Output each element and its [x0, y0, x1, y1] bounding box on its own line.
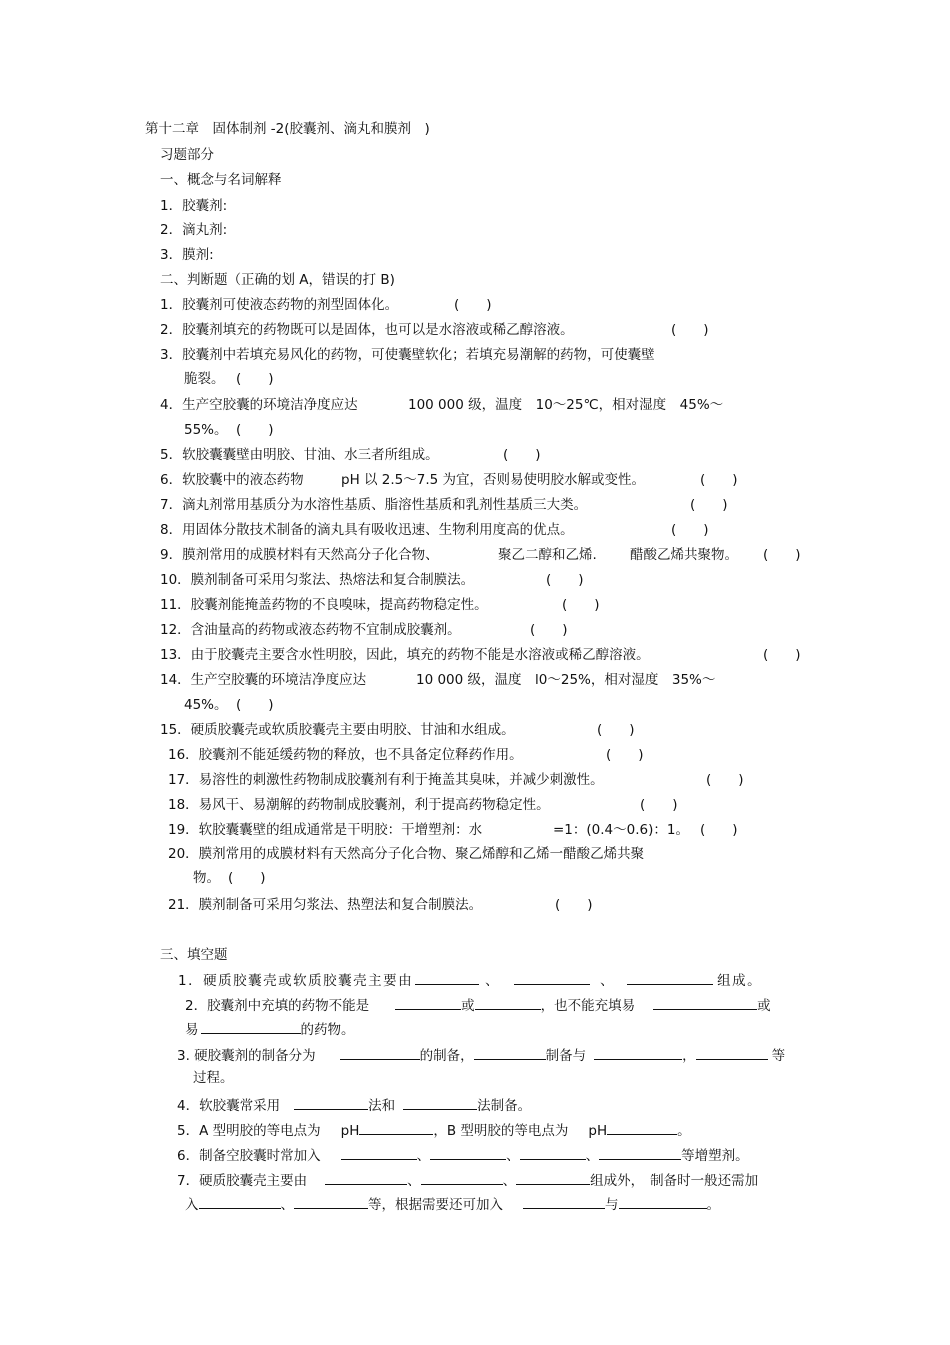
fill-q7-and: 与: [605, 1197, 619, 1213]
fill-q1-blank-3[interactable]: [627, 970, 713, 985]
tf-q15: 15．硬质胶囊壳或软质胶囊壳主要由明胶、甘油和水组成。: [160, 722, 515, 738]
fill-q6-text: 6．制备空胶囊时常加入: [177, 1148, 321, 1164]
fill-q4-blank-2[interactable]: [403, 1095, 477, 1110]
fill-q2-blank-3[interactable]: [653, 995, 757, 1010]
fill-q1-blank-2[interactable]: [514, 970, 590, 985]
fill-q2-end: 的药物。: [300, 1022, 355, 1038]
fill-q3-blank-4[interactable]: [696, 1045, 768, 1060]
tf-q12-paren: ( ): [530, 622, 568, 638]
tf-q21-paren: ( ): [555, 897, 593, 913]
fill-q6-blank-3[interactable]: [520, 1145, 586, 1160]
fill-q5-text2: ，B 型明胶的等电点为: [433, 1123, 569, 1139]
tf-q19-part1: 19．软胶囊囊壁的组成通常是干明胶：干增塑剂：水: [168, 822, 483, 838]
tf-q17: 17．易溶性的刺激性药物制成胶囊剂有利于掩盖其臭味，并减少刺激性。: [168, 772, 604, 788]
tf-q11-paren: ( ): [562, 597, 600, 613]
fill-q5: [177, 1120, 691, 1140]
fill-q3-blank-1[interactable]: [340, 1045, 420, 1060]
fill-q7-blank-1[interactable]: [325, 1170, 407, 1185]
tf-q16: 16．胶囊剂不能延缓药物的释放，也不具备定位释药作用。: [168, 747, 523, 763]
fill-q3-line2: 过程。: [193, 1070, 234, 1086]
fill-q4-blank-1[interactable]: [294, 1095, 368, 1110]
tf-q14-line2: 45%。: [184, 697, 228, 713]
tf-q14-paren: ( ): [236, 697, 274, 713]
tf-q13: 13．由于胶囊壳主要含水性明胶，因此，填充的药物不能是水溶液或稀乙醇溶液。: [160, 647, 650, 663]
tf-q19-paren: ( ): [700, 822, 738, 838]
fill-q7-sep2: 、: [502, 1173, 517, 1189]
fill-q2-blank-4[interactable]: [201, 1019, 301, 1034]
fill-q7-text2: 组成外，: [590, 1173, 645, 1189]
fill-q3-text2: 的制备，: [419, 1048, 474, 1064]
fill-q4-end: 法制备。: [477, 1098, 532, 1114]
fill-q7-blank-7[interactable]: [619, 1194, 707, 1209]
s1-heading: 一、概念与名词解释: [160, 172, 282, 188]
section-exercises: 习题部分: [160, 147, 214, 163]
tf-q9-part1: 9．膜剂常用的成膜材料有天然高分子化合物、: [160, 547, 439, 563]
fill-q6-blank-4[interactable]: [599, 1145, 681, 1160]
fill-q5-text: 5．A 型明胶的等电点为: [177, 1123, 321, 1139]
tf-q6-paren: ( ): [700, 472, 738, 488]
tf-q14-part1: 14．生产空胶囊的环境洁净度应达: [160, 672, 367, 688]
fill-q6-sep2: 、: [506, 1148, 520, 1164]
tf-q15-paren: ( ): [597, 722, 635, 738]
tf-q4-part2: 100 000 级，温度 10～25℃，相对湿度 45%～: [408, 397, 724, 413]
tf-q8: 8．用固体分散技术制备的滴丸具有吸收迅速、生物利用度高的优点。: [160, 522, 574, 538]
tf-q6-part1: 6．软胶囊中的液态药物: [160, 472, 304, 488]
fill-q6-end: 等增塑剂。: [681, 1148, 749, 1164]
tf-q19-part2: =1：(0.4～0.6)：1。: [553, 822, 689, 838]
fill-q5-ph1: pH: [340, 1123, 360, 1139]
tf-q16-paren: ( ): [606, 747, 644, 763]
fill-q2-line2: [185, 1019, 355, 1039]
tf-q2: 2．胶囊剂填充的药物既可以是固体，也可以是水溶液或稀乙醇溶液。: [160, 322, 574, 338]
fill-q6: [177, 1145, 749, 1165]
fill-q3-text3: 制备与: [545, 1048, 587, 1064]
s3-heading: 三、填空题: [160, 947, 228, 963]
s1-item-3: 3．膜剂:: [160, 247, 214, 263]
tf-q10-paren: ( ): [546, 572, 584, 588]
tf-q14-part2: 10 000 级，温度 l0～25%，相对湿度 35%～: [416, 672, 716, 688]
tf-q9-part2: 聚乙二醇和乙烯.: [498, 547, 597, 563]
fill-q7-end: 。: [706, 1197, 720, 1213]
fill-q5-blank-1[interactable]: [359, 1120, 433, 1135]
tf-q10: 10．膜剂制备可采用匀浆法、热熔法和复合制膜法。: [160, 572, 475, 588]
fill-q1: [178, 970, 762, 990]
fill-q7-add: 入: [185, 1197, 199, 1213]
tf-q21: 21．膜剂制备可采用匀浆法、热塑法和复合制膜法。: [168, 897, 483, 913]
fill-q2-blank-2[interactable]: [475, 995, 541, 1010]
fill-q2-line1: [185, 995, 771, 1015]
tf-q12: 12．含油量高的药物或液态药物不宜制成胶囊剂。: [160, 622, 461, 638]
fill-q1-blank-1[interactable]: [415, 970, 479, 985]
tf-q2-paren: ( ): [671, 322, 709, 338]
fill-q7-blank-2[interactable]: [421, 1170, 503, 1185]
fill-q6-sep1: 、: [416, 1148, 431, 1164]
fill-q7-line2: [185, 1194, 720, 1214]
tf-q6-part2: pH 以 2.5～7.5 为宜，否则易使明胶水解或变性。: [341, 472, 646, 488]
fill-q1-sep1: 、: [485, 973, 501, 989]
page-title: 第十二章 固体制剂 -2(胶囊剂、滴丸和膜剂 ): [145, 121, 430, 137]
fill-q2-easy: 易: [185, 1022, 199, 1038]
fill-q7-sep1: 、: [407, 1173, 421, 1189]
fill-q4-text: 4．软胶囊常采用: [177, 1098, 281, 1114]
tf-q18-paren: ( ): [640, 797, 678, 813]
tf-q13-paren: ( ): [763, 647, 801, 663]
fill-q6-blank-1[interactable]: [341, 1145, 417, 1160]
fill-q7-text: 7．硬质胶囊壳主要由: [177, 1173, 308, 1189]
fill-q3-end: 等: [771, 1048, 786, 1064]
fill-q3-text: 3. 硬胶囊剂的制备分为: [177, 1048, 316, 1064]
tf-q17-paren: ( ): [706, 772, 744, 788]
fill-q5-end: 。: [677, 1123, 691, 1139]
tf-q18: 18．易风干、易潮解的药物制成胶囊剂，利于提高药物稳定性。: [168, 797, 550, 813]
tf-q7-paren: ( ): [690, 497, 728, 513]
tf-q3-line2: 脆裂。: [184, 371, 225, 387]
fill-q7-text3: 制备时一般还需加: [650, 1173, 759, 1189]
fill-q7-blank-6[interactable]: [523, 1194, 605, 1209]
tf-q9-paren: ( ): [763, 547, 801, 563]
tf-q20-paren: ( ): [228, 870, 266, 886]
fill-q3-line1: [177, 1045, 785, 1065]
fill-q5-blank-2[interactable]: [607, 1120, 677, 1135]
fill-q6-sep3: 、: [585, 1148, 600, 1164]
tf-q4-line2: 55%。: [184, 422, 228, 438]
tf-q7: 7．滴丸剂常用基质分为水溶性基质、脂溶性基质和乳剂性基质三大类。: [160, 497, 588, 513]
fill-q1-end: 组成。: [717, 973, 763, 989]
tf-q1-paren: ( ): [454, 297, 492, 313]
fill-q7-blank-4[interactable]: [199, 1194, 281, 1209]
fill-q7-sep3: 、: [280, 1197, 294, 1213]
tf-q4-part1: 4．生产空胶囊的环境洁净度应达: [160, 397, 358, 413]
fill-q2-or: 或: [461, 998, 475, 1014]
fill-q7-blank-3[interactable]: [516, 1170, 590, 1185]
s1-item-1: 1．胶囊剂:: [160, 198, 228, 214]
fill-q7-blank-5[interactable]: [294, 1194, 368, 1209]
tf-q1: 1．胶囊剂可使液态药物的剂型固体化。: [160, 297, 399, 313]
fill-q6-blank-2[interactable]: [430, 1145, 506, 1160]
fill-q5-ph2: pH: [588, 1123, 608, 1139]
fill-q7-line1: [177, 1170, 758, 1190]
fill-q2-or2: 或: [757, 998, 771, 1014]
tf-q3-paren: ( ): [236, 371, 274, 387]
tf-q20-line2: 物。: [193, 870, 220, 886]
tf-q11: 11．胶囊剂能掩盖药物的不良嗅味，提高药物稳定性。: [160, 597, 488, 613]
fill-q3-comma: ，: [682, 1048, 696, 1064]
tf-q4-paren: ( ): [236, 422, 274, 438]
fill-q1-sep2: 、: [600, 973, 616, 989]
fill-q7-text4: 等，根据需要还可加入: [368, 1197, 503, 1213]
tf-q5: 5．软胶囊囊壁由明胶、甘油、水三者所组成。: [160, 447, 439, 463]
fill-q2-text2: ，也不能充填易: [540, 998, 636, 1014]
fill-q2-text: 2．胶囊剂中充填的药物不能是: [185, 998, 370, 1014]
fill-q2-blank-1[interactable]: [395, 995, 461, 1010]
s1-item-2: 2．滴丸剂:: [160, 222, 228, 238]
tf-q8-paren: ( ): [671, 522, 709, 538]
fill-q1-text: 1．硬质胶囊壳或软质胶囊壳主要由: [178, 973, 414, 989]
tf-q9-part3: 醋酸乙烯共聚物。: [630, 547, 738, 563]
fill-q3-blank-3[interactable]: [594, 1045, 682, 1060]
s2-heading: 二、判断题（正确的划 A，错误的打 B): [160, 272, 395, 288]
fill-q4: [177, 1095, 531, 1115]
fill-q3-blank-2[interactable]: [474, 1045, 546, 1060]
tf-q3-line1: 3．胶囊剂中若填充易风化的药物，可使囊壁软化；若填充易潮解的药物，可使囊壁: [160, 347, 655, 363]
fill-q4-text2: 法和: [368, 1098, 396, 1114]
tf-q20-line1: 20．膜剂常用的成膜材料有天然高分子化合物、聚乙烯醇和乙烯一醋酸乙烯共聚: [168, 846, 645, 862]
tf-q5-paren: ( ): [503, 447, 541, 463]
